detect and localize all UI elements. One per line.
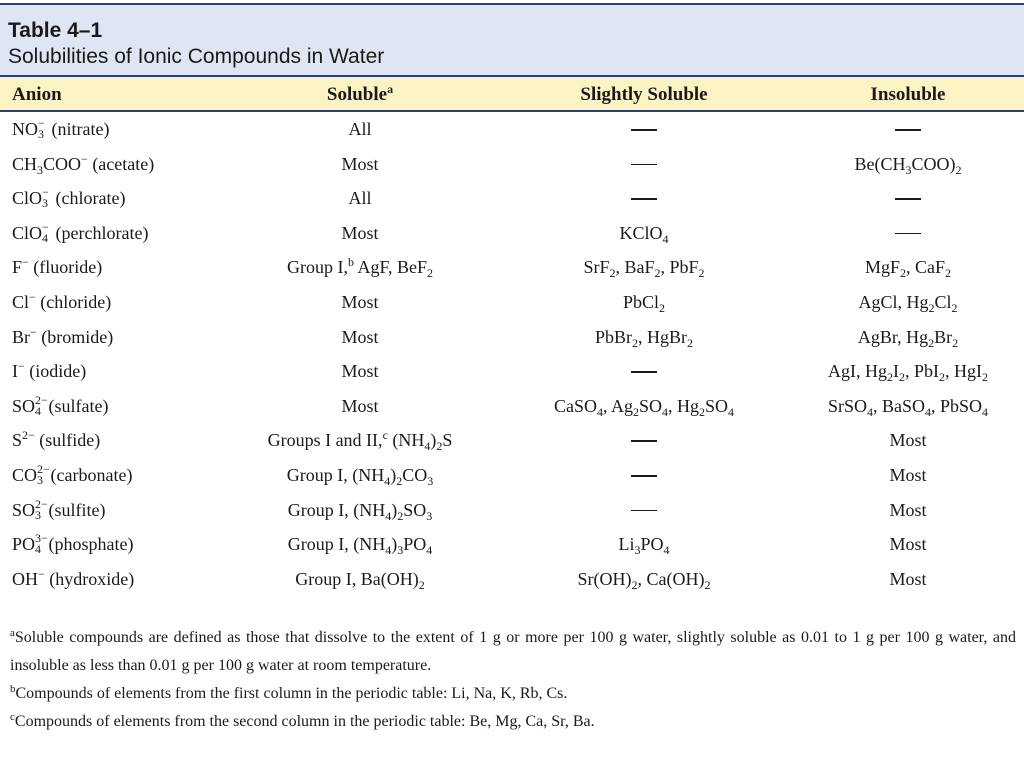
soluble-cell: Group I, $(NH_4)_3PO_4$ [287,534,433,558]
slightly-soluble-cell: CaSO$_4$, $Ag_2SO_4$, $Hg_2SO_4$ [553,395,735,419]
anion-cell: NO − 3 (nitrate) [12,116,110,141]
footnote-b: $^b$Compounds of elements from the first column in the periodic table: Li, Na, K, Rb, Cs. [10,683,568,702]
header-insoluble: Insoluble [870,84,946,105]
slightly-soluble-cell: SrF$_2$, BaF$_2$, PbF$_2$ [583,257,705,281]
insoluble-cell: Most [889,430,927,451]
insoluble-cell: Most [889,499,927,520]
table-row [0,252,1024,287]
slightly-soluble-cell [520,361,768,382]
soluble-cell: Most [341,326,379,347]
anion-cell: Cl− (chloride) [12,289,112,312]
slightly-soluble-cell [520,500,768,521]
table-row [0,564,1024,599]
table-row [0,495,1024,530]
insoluble-cell [790,223,1024,244]
caption-top-rule [0,3,1024,5]
anion-cell: ClO − 4 (perchlorate) [12,219,149,245]
insoluble-cell [790,119,1024,140]
header-anion: Anion [12,84,62,105]
slightly-soluble-cell [520,465,768,486]
header-soluble-label: Soluble [326,84,388,105]
header-slightly-soluble: Slightly Soluble [580,84,708,105]
anion-cell: Br− (bromide) [12,324,114,347]
anion-cell: $S^{2-}$ (sulfide) [12,428,101,451]
soluble-cell: All [348,119,372,139]
table-number: Table 4–1 [8,19,103,42]
table-header [0,77,1024,112]
slightly-soluble-cell [520,430,768,451]
header-soluble-note: a [387,82,394,96]
table-row [0,425,1024,460]
slightly-soluble-cell: KClO$_4$ [619,222,669,246]
slightly-soluble-cell: $Sr(OH)_2$, $Ca(OH)_2$ [577,568,711,592]
anion-cell: SO 2− 3 (sulfite) [12,496,106,522]
anion-cell: I− (iodide) [12,359,87,382]
soluble-cell: Group I, $(NH_4)_2CO_3$ [286,464,434,488]
insoluble-cell: Most [889,464,927,485]
slightly-soluble-cell: PbCl$_2$ [622,291,666,315]
footnote-a: $^a$Soluble compounds are defined as those that dissolve to the extent of 1 g or more per 100 g water, slightly soluble as 0.01 to 1 g per 100 g water, and insoluble as less than 0.01 g per 100 g water at room temperature. [10,627,1016,674]
anion-cell: SO 2− 4 (sulfate) [12,392,109,418]
anion-cell: OH− (hydroxide) [12,566,135,589]
table-row [0,356,1024,391]
table-row [0,529,1024,564]
insoluble-cell: $Be(CH_3COO)_2$ [854,153,962,177]
insoluble-cell: AgI, $Hg_2I_2$, PbI$_2$, HgI$_2$ [827,361,988,385]
table-row [0,218,1024,253]
anion-cell: F− (fluoride) [12,255,103,278]
table-title: Solubilities of Ionic Compounds in Water [8,45,385,68]
insoluble-cell: MgF$_2$, CaF$_2$ [864,257,952,281]
header-soluble [240,84,480,106]
insoluble-cell: SrSO$_4$, BaSO$_4$, PbSO$_4$ [827,395,989,419]
soluble-cell: Group I, $(NH_4)_2SO_3$ [287,499,433,523]
table-row [0,460,1024,495]
soluble-cell: Most [341,361,379,382]
slightly-soluble-cell: PbBr$_2$, HgBr$_2$ [594,326,693,350]
table-row [0,114,1024,149]
slightly-soluble-cell [520,119,768,140]
insoluble-cell: Most [889,534,927,555]
soluble-cell: Most [341,222,379,243]
insoluble-cell: AgBr, $Hg_2Br_2$ [857,326,959,350]
soluble-cell: Most [341,291,379,312]
soluble-cell: Groups I and II,$^c$ $(NH_4)_2S$ [267,428,453,454]
table-row [0,322,1024,357]
anion-cell: $CH_3COO^-$ (acetate) [12,151,155,177]
slightly-soluble-cell [520,188,768,209]
soluble-cell: Most [341,395,379,416]
table-row [0,183,1024,218]
insoluble-cell: AgCl, $Hg_2Cl_2$ [858,291,958,315]
anion-cell: PO 3− 4 (phosphate) [12,531,134,557]
footnotes [10,624,1016,736]
slightly-soluble-cell: $Li_3PO_4$ [618,534,670,558]
insoluble-cell [790,188,1024,209]
table-caption [0,0,1024,77]
table-row [0,149,1024,184]
soluble-cell: Group I,$^b$ AgF, BeF$_2$ [286,255,434,281]
footnote-c: $^c$Compounds of elements from the second column in the periodic table: Be, Mg, Ca, Sr, Ba. [10,711,595,730]
anion-cell: CO 2− 3 (carbonate) [12,461,133,487]
anion-cell: ClO − 3 (chlorate) [12,185,126,211]
table-row [0,287,1024,322]
table-row [0,391,1024,426]
table-body [0,114,1024,598]
insoluble-cell: Most [889,568,927,589]
soluble-cell: Most [341,153,379,174]
soluble-cell: All [348,188,372,209]
soluble-cell: Group I, $Ba(OH)_2$ [295,568,425,592]
slightly-soluble-cell [520,154,768,175]
